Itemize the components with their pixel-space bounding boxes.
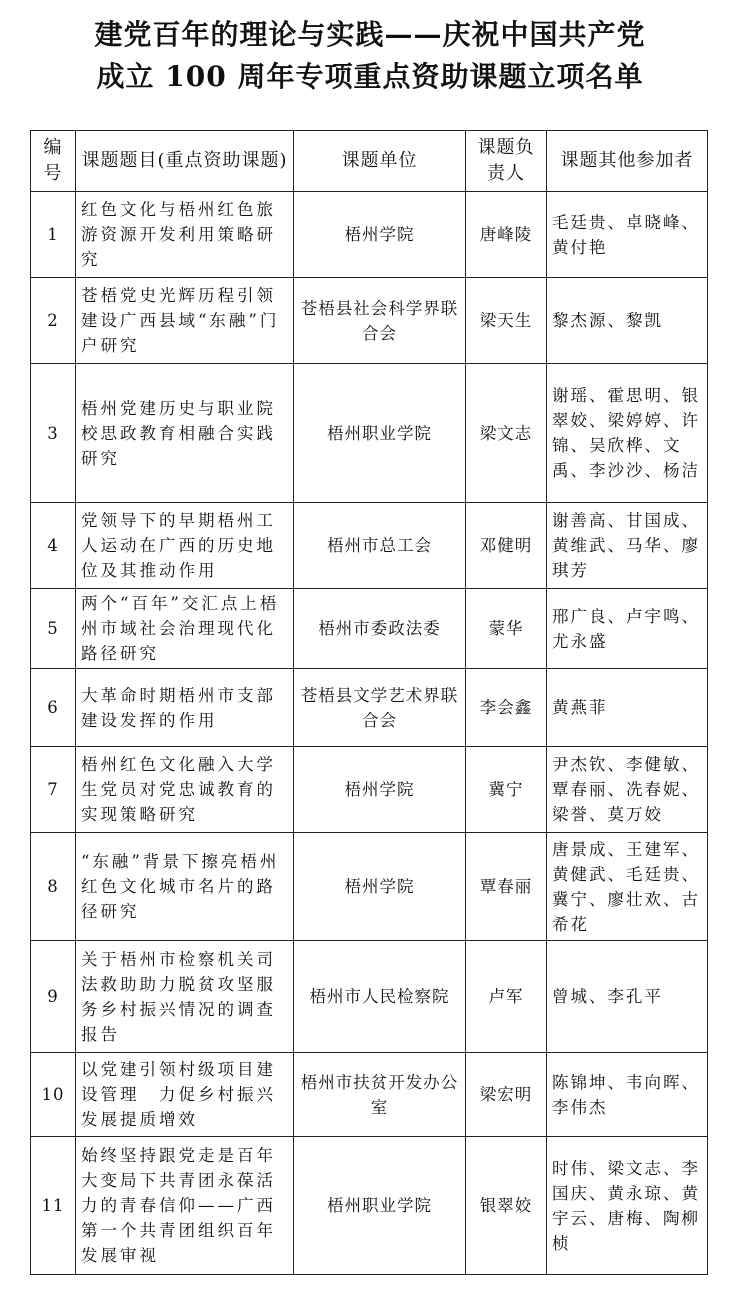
cell-unit: 苍梧县社会科学界联合会: [294, 278, 466, 364]
cell-no: 2: [31, 278, 76, 364]
table-row: [31, 747, 708, 833]
cell-topic: 梧州党建历史与职业院校思政教育相融合实践研究: [76, 364, 294, 503]
cell-no: 1: [31, 192, 76, 278]
header-leader: 课题负责人: [466, 131, 547, 192]
table-row: [31, 503, 708, 589]
cell-others: 谢善高、甘国成、黄维武、马华、廖琪芳: [547, 503, 708, 589]
cell-others: 尹杰钦、李健敏、覃春丽、冼春妮、梁誉、莫万姣: [547, 747, 708, 833]
cell-topic: 始终坚持跟党走是百年大变局下共青团永葆活力的青春信仰——广西第一个共青团组织百年发展审视: [76, 1137, 294, 1275]
table-row: [31, 669, 708, 747]
cell-topic: 以党建引领村级项目建设管理 力促乡村振兴发展提质增效: [76, 1053, 294, 1137]
cell-unit: 梧州学院: [294, 833, 466, 941]
cell-unit: 苍梧县文学艺术界联合会: [294, 669, 466, 747]
table-row: [31, 1053, 708, 1137]
table-row: [31, 589, 708, 669]
cell-no: 11: [31, 1137, 76, 1275]
table-row: [31, 192, 708, 278]
cell-others: 时伟、梁文志、李国庆、黄永琼、黄宇云、唐梅、陶柳桢: [547, 1137, 708, 1275]
cell-no: 3: [31, 364, 76, 503]
cell-topic: 大革命时期梧州市支部建设发挥的作用: [76, 669, 294, 747]
title-line-2: 成立 100 周年专项重点资助课题立项名单: [96, 60, 644, 93]
document-title: [0, 14, 740, 98]
table-row: [31, 833, 708, 941]
header-topic: 课题题目(重点资助课题): [76, 131, 294, 192]
cell-leader: 蒙华: [466, 589, 547, 669]
project-list-table: [30, 130, 708, 1275]
cell-topic: 党领导下的早期梧州工人运动在广西的历史地位及其推动作用: [76, 503, 294, 589]
cell-leader: 卢军: [466, 941, 547, 1053]
cell-others: 谢瑶、霍思明、银翠姣、梁婷婷、许锦、吴欣桦、文禹、李沙沙、杨洁: [547, 364, 708, 503]
cell-others: 邢广良、卢宇鸣、尤永盛: [547, 589, 708, 669]
cell-topic: 两个“百年”交汇点上梧州市域社会治理现代化路径研究: [76, 589, 294, 669]
cell-unit: 梧州市扶贫开发办公室: [294, 1053, 466, 1137]
cell-leader: 银翠姣: [466, 1137, 547, 1275]
cell-unit: 梧州市委政法委: [294, 589, 466, 669]
cell-topic: 红色文化与梧州红色旅游资源开发利用策略研究: [76, 192, 294, 278]
cell-others: 陈锦坤、韦向晖、李伟杰: [547, 1053, 708, 1137]
cell-topic: 梧州红色文化融入大学生党员对党忠诚教育的实现策略研究: [76, 747, 294, 833]
cell-unit: 梧州市人民检察院: [294, 941, 466, 1053]
cell-leader: 梁天生: [466, 278, 547, 364]
header-others: 课题其他参加者: [547, 131, 708, 192]
cell-leader: 覃春丽: [466, 833, 547, 941]
cell-no: 5: [31, 589, 76, 669]
table-row: [31, 364, 708, 503]
cell-unit: 梧州学院: [294, 192, 466, 278]
cell-no: 9: [31, 941, 76, 1053]
table-row: [31, 941, 708, 1053]
header-no: 编号: [31, 131, 76, 192]
table-row: [31, 1137, 708, 1275]
cell-no: 7: [31, 747, 76, 833]
title-line-1: 建党百年的理论与实践——庆祝中国共产党: [94, 18, 646, 51]
cell-leader: 梁文志: [466, 364, 547, 503]
cell-no: 6: [31, 669, 76, 747]
cell-leader: 唐峰陵: [466, 192, 547, 278]
cell-unit: 梧州职业学院: [294, 1137, 466, 1275]
cell-others: 唐景成、王建军、黄健武、毛廷贵、冀宁、廖壮欢、古希花: [547, 833, 708, 941]
cell-topic: 苍梧党史光辉历程引领建设广西县域“东融”门户研究: [76, 278, 294, 364]
cell-no: 8: [31, 833, 76, 941]
table-row: [31, 278, 708, 364]
table-header-row: [31, 131, 708, 192]
cell-leader: 李会鑫: [466, 669, 547, 747]
cell-no: 10: [31, 1053, 76, 1137]
cell-others: 黄燕菲: [547, 669, 708, 747]
cell-leader: 梁宏明: [466, 1053, 547, 1137]
cell-unit: 梧州职业学院: [294, 364, 466, 503]
header-unit: 课题单位: [294, 131, 466, 192]
cell-leader: 冀宁: [466, 747, 547, 833]
cell-unit: 梧州学院: [294, 747, 466, 833]
cell-topic: 关于梧州市检察机关司法救助助力脱贫攻坚服务乡村振兴情况的调查报告: [76, 941, 294, 1053]
cell-unit: 梧州市总工会: [294, 503, 466, 589]
cell-leader: 邓健明: [466, 503, 547, 589]
cell-others: 毛廷贵、卓晓峰、黄付艳: [547, 192, 708, 278]
cell-others: 曾城、李孔平: [547, 941, 708, 1053]
cell-no: 4: [31, 503, 76, 589]
cell-others: 黎杰源、黎凯: [547, 278, 708, 364]
cell-topic: “东融”背景下擦亮梧州红色文化城市名片的路径研究: [76, 833, 294, 941]
